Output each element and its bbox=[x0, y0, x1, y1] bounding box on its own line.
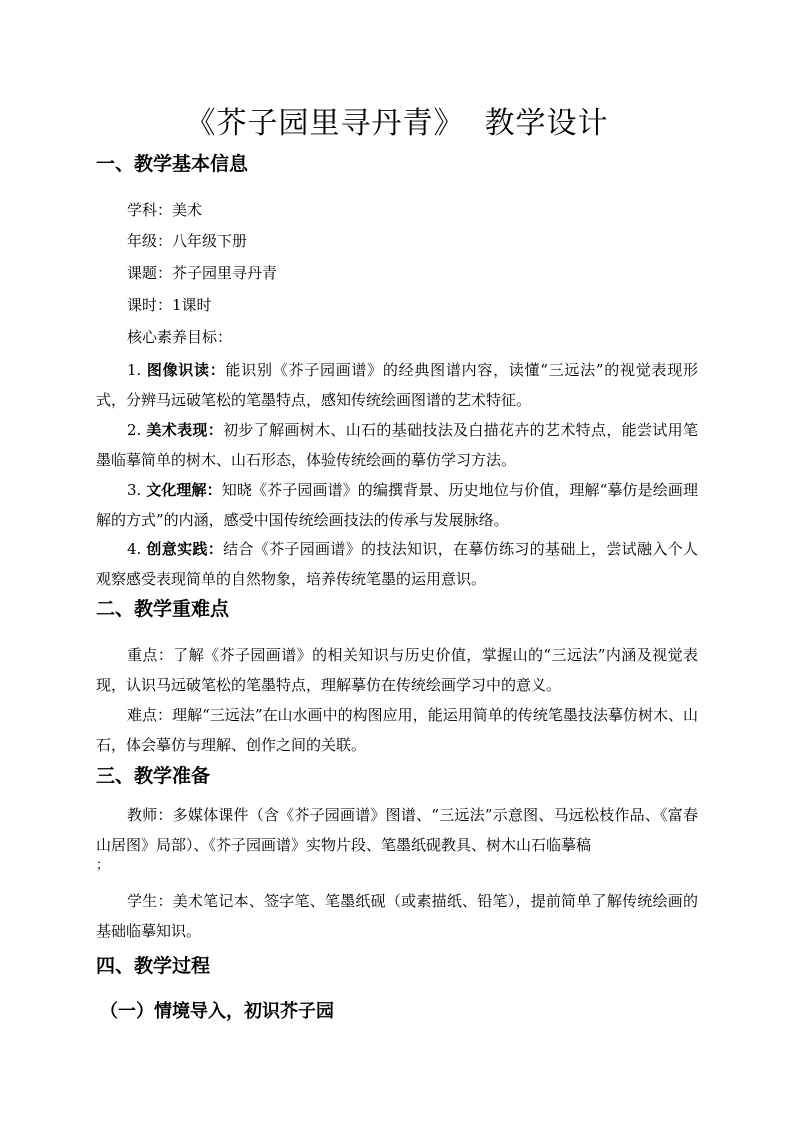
goal-text: 初步了解画树木、山石的基础技法及白描花卉的艺术特点，能尝试用笔墨临摹简单的树木、山石形态，体验传统绘画的摹仿学习方法。 bbox=[96, 421, 698, 469]
info-goals-label: 核心素养目标： bbox=[127, 328, 233, 346]
goal-term: 创意实践： bbox=[146, 540, 224, 558]
key-point-difficulty: 难点：理解“三远法”在山水画中的构图应用，能运用简单的传统笔墨技法摹仿树木、山石，体会摹仿与理解、创作之间的关联。 bbox=[96, 706, 698, 754]
info-subject: 学科：美术 bbox=[127, 201, 203, 219]
section-heading-basic-info: 一、教学基本信息 bbox=[96, 153, 249, 175]
key-point-focus: 重点：了解《芥子园画谱》的相关知识与历史价值，掌握山的“三远法”内涵及视觉表现，认识马远破笔松的笔墨特点，理解摹仿在传统绘画学习中的意义。 bbox=[96, 646, 698, 694]
prep-student: 学生：美术笔记本、签字笔、笔墨纸砚（或素描纸、铅笔），提前简单了解传统绘画的基础临摹知识。 bbox=[96, 892, 698, 940]
goal-item bbox=[96, 355, 698, 415]
goal-number: 2. bbox=[127, 421, 142, 439]
goal-number: 4. bbox=[127, 540, 142, 558]
goal-number: 3. bbox=[127, 481, 142, 499]
goal-term: 美术表现： bbox=[146, 421, 224, 439]
title-sub: 教学设计 bbox=[484, 106, 609, 141]
goal-item bbox=[96, 415, 698, 475]
prep-semicolon: ； bbox=[96, 858, 110, 873]
info-grade: 年级：八年级下册 bbox=[127, 232, 248, 250]
section-heading-process: 四、教学过程 bbox=[96, 955, 211, 977]
goal-text: 能识别《芥子园画谱》的经典图谱内容，读懂“三远法”的视觉表现形式，分辨马远破笔松的笔墨特点，感知传统绘画图谱的艺术特征。 bbox=[96, 361, 698, 409]
goal-term: 文化理解： bbox=[146, 481, 222, 499]
section-heading-key-points: 二、教学重难点 bbox=[96, 598, 230, 620]
goal-term: 图像识读： bbox=[146, 361, 226, 379]
document-title bbox=[0, 104, 794, 144]
goal-item bbox=[96, 475, 698, 535]
subsection-heading-intro: （一）情境导入，初识芥子园 bbox=[100, 1001, 334, 1022]
prep-teacher: 教师：多媒体课件（含《芥子园画谱》图谱、“三远法”示意图、马远松枝作品、《富春山居图》局部）、《芥子园画谱》实物片段、笔墨纸砚教具、树木山石临摹稿 bbox=[96, 806, 698, 854]
goal-number: 1. bbox=[127, 361, 142, 379]
goal-text: 知晓《芥子园画谱》的编撰背景、历史地位与价值，理解“摹仿是绘画理解的方式”的内涵，感受中国传统绘画技法的传承与发展脉络。 bbox=[96, 481, 698, 529]
section-heading-preparation: 三、教学准备 bbox=[96, 765, 211, 787]
title-main: 《芥子园里寻丹青》 bbox=[185, 106, 465, 141]
info-topic: 课题：芥子园里寻丹青 bbox=[127, 264, 278, 282]
goal-item bbox=[96, 534, 698, 594]
info-hours: 课时：1课时 bbox=[127, 296, 212, 314]
goal-text: 结合《芥子园画谱》的技法知识，在摹仿练习的基础上，尝试融入个人观察感受表现简单的自然物象，培养传统笔墨的运用意识。 bbox=[96, 540, 698, 588]
